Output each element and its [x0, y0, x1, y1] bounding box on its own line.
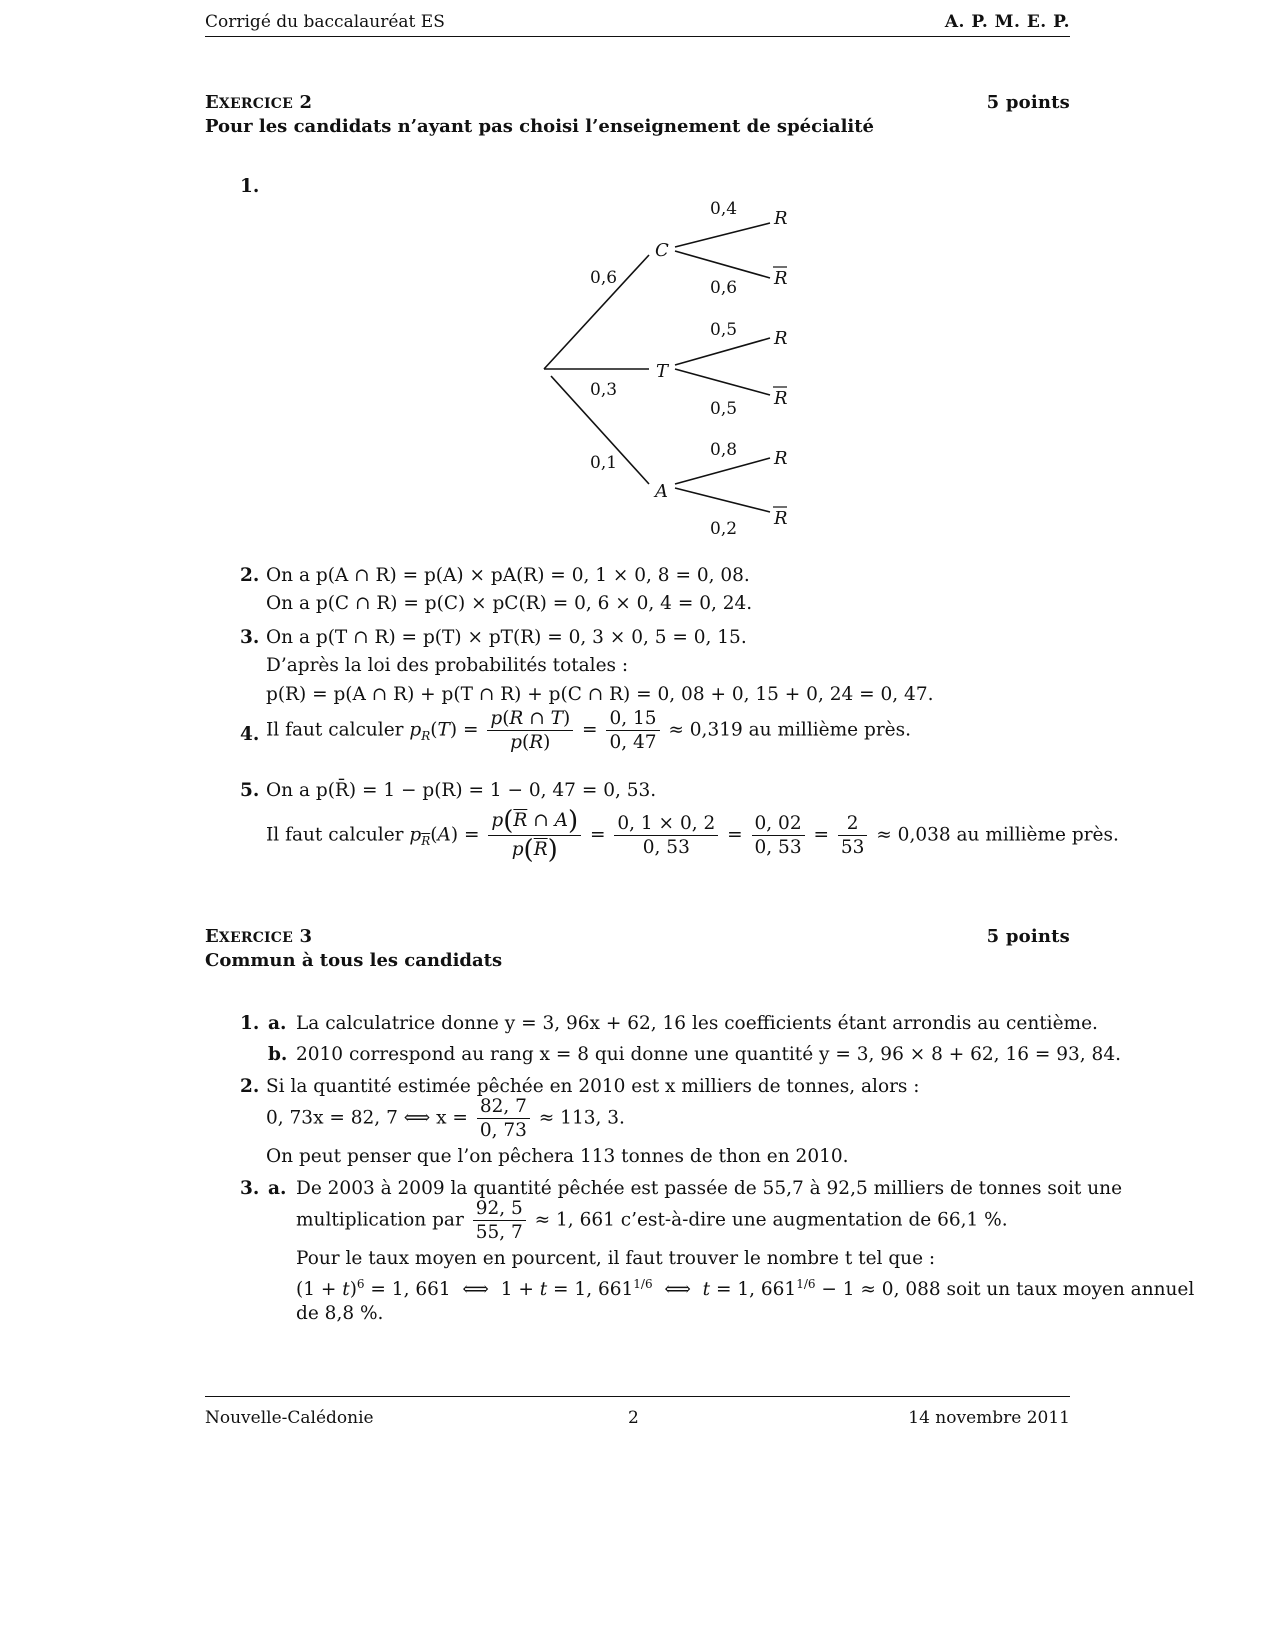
ex2-q3-line1: On a p(T ∩ R) = p(T) × pT(R) = 0, 3 × 0, 5 = 0, 15.: [266, 627, 747, 648]
ex2-title: EXERCICE 2: [205, 92, 313, 113]
node-A: A: [655, 481, 668, 502]
ex3-q3a-line5: de 8,8 %.: [296, 1303, 384, 1324]
ex2-q4-label: 4.: [240, 724, 260, 745]
ex3-q3a-label: a.: [268, 1178, 287, 1199]
ex2-q2-label: 2.: [240, 565, 260, 586]
leaf-C-R: R: [774, 208, 788, 229]
ex3-points: 5 points: [986, 926, 1070, 947]
ex2-q1-label: 1.: [240, 176, 260, 197]
leaf-A-notR: R: [774, 508, 788, 529]
prob-A-notR: 0,2: [710, 519, 738, 539]
prob-T-notR: 0,5: [710, 399, 738, 419]
prob-C-R: 0,4: [710, 199, 738, 219]
branch-T-R: [675, 338, 770, 365]
leaf-C-notR: R: [774, 268, 788, 289]
page-number: 2: [628, 1408, 639, 1428]
prob-A-R: 0,8: [710, 440, 738, 460]
ex3-title: EXERCICE 3: [205, 926, 313, 947]
footer-left: Nouvelle-Calédonie: [205, 1408, 374, 1428]
ex2-q3-line2: D’après la loi des probabilités totales :: [266, 655, 629, 676]
ex3-q2-line1: Si la quantité estimée pêchée en 2010 est x milliers de tonnes, alors :: [266, 1076, 920, 1097]
ex3-q1-label: 1.: [240, 1013, 260, 1034]
ex3-q3-label: 3.: [240, 1178, 260, 1199]
prob-T-R: 0,5: [710, 320, 738, 340]
ex2-q4-formula: Il faut calculer $p_R(T)$ = $\frac{p(R \cap T)}{p(R)}$ = $\frac{0, 15}{0, 47}$ ≈ 0,319 au millième près.: [266, 708, 911, 753]
ex3-q2-label: 2.: [240, 1076, 260, 1097]
branch-A-R: [675, 458, 770, 484]
ex3-q2-line2: 0, 73x = 82, 7 ⟺ x = $\frac{82, 7}{0, 73}$ ≈ 113, 3.: [266, 1096, 625, 1141]
branch-C-notR: [675, 251, 770, 278]
ex2-subtitle: Pour les candidats n’ayant pas choisi l’enseignement de spécialité: [205, 116, 875, 137]
ex2-q5-formula: Il faut calculer $p_{\overline{R}}(A)$ = $\frac{p(\overline{R} \cap A)}{p(\overline{R})}$ = $\frac{0, 1 \times 0, 2}{0, 53}$ = $\frac{0, 02}{0, 53}$ = $\frac{2}{53}$ ≈ 0,038 au millième près.: [266, 806, 1119, 865]
branch-A-notR: [675, 488, 770, 512]
ex3-q1b-text: 2010 correspond au rang x = 8 qui donne une quantité y = 3, 96 × 8 + 62, 16 = 93, 84.: [296, 1044, 1121, 1065]
ex2-q5-line1: On a p(R̄) = 1 − p(R) = 1 − 0, 47 = 0, 53.: [266, 780, 657, 801]
ex2-q5-label: 5.: [240, 780, 260, 801]
ex3-q3a-line1: De 2003 à 2009 la quantité pêchée est passée de 55,7 à 92,5 milliers de tonnes soit une: [296, 1178, 1123, 1199]
ex2-q2-line1: On a p(A ∩ R) = p(A) × pA(R) = 0, 1 × 0, 8 = 0, 08.: [266, 565, 750, 586]
header-left: Corrigé du baccalauréat ES: [205, 12, 445, 32]
branch-C-R: [675, 223, 770, 247]
node-C: C: [655, 240, 669, 261]
footer-right: 14 novembre 2011: [908, 1408, 1070, 1428]
footer-rule: [205, 1396, 1070, 1397]
ex3-q1b-label: b.: [268, 1044, 288, 1065]
leaf-A-R: R: [774, 448, 788, 469]
ex2-q3-label: 3.: [240, 627, 260, 648]
ex2-points: 5 points: [986, 92, 1070, 113]
ex2-q3-line3: p(R) = p(A ∩ R) + p(T ∩ R) + p(C ∩ R) = 0, 08 + 0, 15 + 0, 24 = 0, 47.: [266, 684, 934, 705]
ex3-q3a-line3: Pour le taux moyen en pourcent, il faut trouver le nombre t tel que :: [296, 1248, 936, 1269]
branch-T-notR: [675, 369, 770, 395]
ex3-q1a-text: La calculatrice donne y = 3, 96x + 62, 16 les coefficients étant arrondis au centième.: [296, 1013, 1098, 1034]
leaf-T-notR: R: [774, 388, 788, 409]
probability-tree: [0, 0, 1275, 560]
ex3-q1a-label: a.: [268, 1013, 287, 1034]
prob-T: 0,3: [590, 380, 618, 400]
ex3-subtitle: Commun à tous les candidats: [205, 950, 503, 971]
ex3-q3a-line4: $(1 + t)^6 = 1$, 661 ⟺ 1 + t = 1, $661^{1/6}$ ⟺ t = 1, $661^{1/6} - 1 \approx 0$, 088 soit un taux moyen annuel: [296, 1277, 1195, 1301]
header-right: A. P. M. E. P.: [944, 12, 1070, 32]
leaf-T-R: R: [774, 328, 788, 349]
ex2-q2-line2: On a p(C ∩ R) = p(C) × pC(R) = 0, 6 × 0, 4 = 0, 24.: [266, 593, 753, 614]
ex3-q2-line3: On peut penser que l’on pêchera 113 tonnes de thon en 2010.: [266, 1146, 849, 1167]
ex3-q3a-line2: multiplication par $\frac{92, 5}{55, 7}$ ≈ 1, 661 c’est-à-dire une augmentation de 66,1 %.: [296, 1198, 1008, 1243]
prob-C-notR: 0,6: [710, 278, 738, 298]
prob-C: 0,6: [590, 268, 618, 288]
node-T: T: [656, 361, 669, 382]
prob-A: 0,1: [590, 453, 618, 473]
